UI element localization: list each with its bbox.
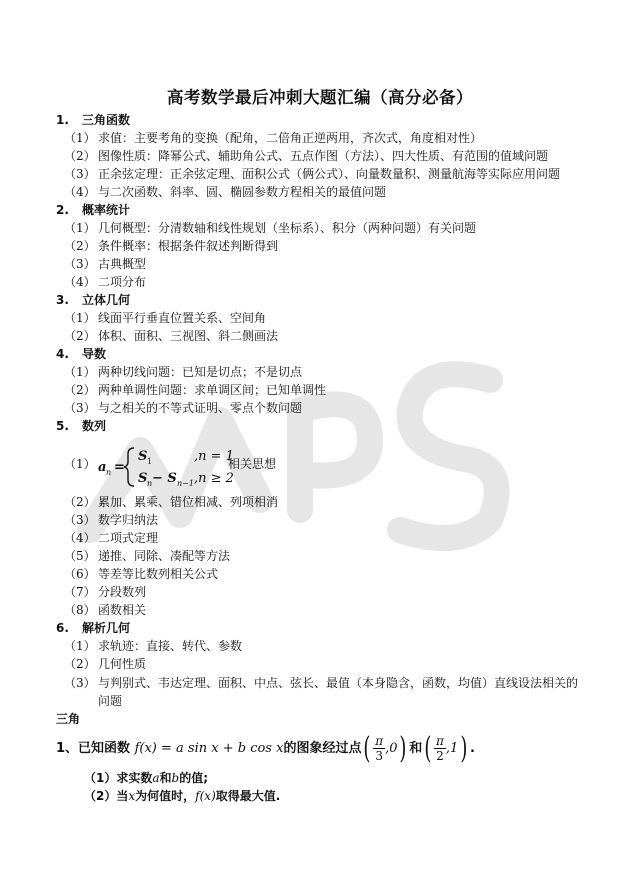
item-text: 古典概型 xyxy=(98,257,147,271)
page-title: 高考数学最后冲刺大题汇编（高分必备） xyxy=(167,88,473,107)
case2-sub2: n−1 xyxy=(177,479,194,488)
sub-question-text: 求实数 xyxy=(116,771,153,785)
section-title: 解析几何 xyxy=(82,621,131,635)
item-text: 两种切线问题：已知是切点；不是切点 xyxy=(98,365,303,379)
item-number: （2） xyxy=(64,149,96,163)
section-title: 三角函数 xyxy=(82,113,131,127)
fraction-denominator: 3 xyxy=(375,749,383,763)
item-text: 几何性质 xyxy=(98,657,147,671)
question-mid: 的图象经过点 xyxy=(283,741,362,756)
item-text: 二项式定理 xyxy=(98,531,159,545)
item-number: （2） xyxy=(64,657,96,671)
sub-question-text: 为何值时， xyxy=(135,789,196,803)
section-number: 5. xyxy=(56,419,69,433)
question-number: 1、 xyxy=(56,741,79,756)
question-end: . xyxy=(469,741,475,756)
list-item xyxy=(64,238,278,254)
case1-cond: ,n = 1 xyxy=(194,449,234,464)
list-item xyxy=(64,184,386,200)
question-and: 和 xyxy=(409,741,423,756)
item-number: （3） xyxy=(64,257,96,271)
section-heading-trig-functions xyxy=(56,112,130,128)
case2-cond: ,n ≥ 2 xyxy=(194,471,234,486)
item-number: （3） xyxy=(64,676,96,690)
list-item xyxy=(64,382,326,398)
section-heading-analytic-geometry xyxy=(56,620,130,636)
formula-note xyxy=(228,456,276,472)
section-heading-solid-geometry xyxy=(56,292,130,308)
sub-question-text: 的值; xyxy=(179,771,209,785)
paren-close: ) xyxy=(399,730,407,766)
section-number: 2. xyxy=(56,203,69,217)
list-item xyxy=(64,548,230,564)
fraction-numerator: π xyxy=(435,734,444,748)
variable-a: a xyxy=(152,771,160,785)
variable-x: x xyxy=(128,789,136,803)
point2-fraction xyxy=(434,734,446,763)
sub-question-2 xyxy=(84,788,280,804)
item-number: （3） xyxy=(64,167,96,181)
sub-question-text: 和 xyxy=(159,771,172,785)
section-heading-derivatives xyxy=(56,346,106,362)
item-number: （3） xyxy=(64,513,96,527)
list-item-continuation: 问题 xyxy=(98,694,123,708)
item-number: （3） xyxy=(64,401,96,415)
list-item xyxy=(64,310,266,326)
item-number: （8） xyxy=(64,603,96,617)
list-item xyxy=(64,364,302,380)
item-number: （1） xyxy=(64,311,96,325)
list-item xyxy=(64,130,482,146)
item-number: （1） xyxy=(64,221,96,235)
sub-question-text: 当 xyxy=(116,789,129,803)
list-item xyxy=(64,566,218,582)
heading-trig: 三角 xyxy=(56,712,81,726)
item-text: 正余弦定理：正余弦定理、面积公式（俩公式）、向量数量积、测量航海等实际应用问题 xyxy=(98,167,561,181)
item-text: 递推、同除、凑配等方法 xyxy=(98,549,231,563)
item-text: 求轨迹：直接、转代、参数 xyxy=(98,639,243,653)
item-text: 几何概型：分清数轴和线性规划（坐标系）、积分（两种问题）有关问题 xyxy=(98,221,477,235)
item-text: 体积、面积、三视图、斜二侧画法 xyxy=(98,329,279,343)
section-title: 导数 xyxy=(82,347,107,361)
list-item xyxy=(64,220,476,236)
paren-close: ) xyxy=(460,730,468,766)
fraction-numerator: π xyxy=(375,734,384,748)
item-text: 函数相关 xyxy=(98,603,147,617)
item-text: 条件概率：根据条件叙述判断得到 xyxy=(98,239,279,253)
case1-sub: 1 xyxy=(147,457,153,466)
section-heading-sequences xyxy=(56,418,106,434)
item-number: （6） xyxy=(64,567,96,581)
point1-y: ,0 xyxy=(385,741,398,756)
item-text: 相关思想 xyxy=(228,457,277,471)
list-item xyxy=(64,638,242,654)
item-number: （1） xyxy=(64,639,96,653)
paren-open: ( xyxy=(363,730,371,766)
item-number: （2） xyxy=(64,495,96,509)
item-text: 求值：主要考角的变换（配角，二倍角正逆两用，齐次式，角度相对性） xyxy=(98,131,483,145)
list-item xyxy=(64,530,158,546)
item-text: 与之相关的不等式证明、零点个数问题 xyxy=(98,401,303,415)
section-number: 6. xyxy=(56,621,69,635)
variable-b: b xyxy=(171,771,180,785)
item-number: （4） xyxy=(64,185,96,199)
list-item xyxy=(64,328,278,344)
sub-question-number: （1） xyxy=(84,771,117,785)
point1-fraction xyxy=(373,734,385,763)
question-function: f(x) = a sin x + b cos x xyxy=(134,741,284,756)
section-number: 4. xyxy=(56,347,69,361)
item-text: 分段数列 xyxy=(98,585,147,599)
item-number: （1） xyxy=(64,457,96,471)
list-item xyxy=(64,494,278,510)
sub-question-text: 取得最大值. xyxy=(215,789,281,803)
item-text: 与二次函数、斜率、圆、椭圆参数方程相关的最值问题 xyxy=(98,185,387,199)
item-text: 累加、累乘、错位相减、列项相消 xyxy=(98,495,279,509)
case2-expr: S xyxy=(138,471,148,486)
item-number: （7） xyxy=(64,585,96,599)
list-item xyxy=(64,512,158,528)
point2-y: ,1 xyxy=(445,741,459,756)
section-title: 数列 xyxy=(82,419,107,433)
list-item xyxy=(64,256,146,272)
case2-minus: − S xyxy=(152,471,177,486)
list-item xyxy=(64,166,560,182)
item-number: （5） xyxy=(64,549,96,563)
list-item xyxy=(64,148,548,164)
list-item xyxy=(64,656,146,672)
formula-lhs: a xyxy=(98,460,107,475)
paren-open: ( xyxy=(424,730,432,766)
fraction-denominator: 2 xyxy=(436,749,444,763)
function-fx: f(x) xyxy=(195,789,216,803)
list-item xyxy=(64,274,146,290)
item-text: 二项分布 xyxy=(98,275,147,289)
case2-sub: n xyxy=(147,479,153,488)
left-brace xyxy=(124,448,134,486)
item-text: 数学归纳法 xyxy=(98,513,159,527)
item-number: （1） xyxy=(64,131,96,145)
item-number: （2） xyxy=(64,329,96,343)
item-number: （4） xyxy=(64,275,96,289)
sub-question-number: （2） xyxy=(84,789,117,803)
list-item xyxy=(64,584,146,600)
item-text: 图像性质：降幂公式、辅助角公式、五点作图（方法）、四大性质、有范围的值域问题 xyxy=(98,149,549,163)
svg-text:=: = xyxy=(114,460,125,475)
item-text: 与判别式、韦达定理、面积、中点、弦长、最值（本身隐含，函数，均值）直线设法相关的 xyxy=(98,676,579,690)
section-number: 1. xyxy=(56,113,69,127)
item-text: 等差等比数列相关公式 xyxy=(98,567,219,581)
question-1 xyxy=(56,729,475,769)
item-number: （4） xyxy=(64,531,96,545)
question-pre: 已知函数 xyxy=(78,741,131,756)
item-number: （2） xyxy=(64,239,96,253)
list-item xyxy=(64,400,302,416)
item-number: （2） xyxy=(64,383,96,397)
section-heading-probability xyxy=(56,202,130,218)
section-title: 立体几何 xyxy=(82,293,131,307)
item-text: 线面平行垂直位置关系、空间角 xyxy=(98,311,267,325)
list-item xyxy=(64,675,578,691)
item-text: 两种单调性问题：求单调区间；已知单调性 xyxy=(98,383,327,397)
section-number: 3. xyxy=(56,293,69,307)
case1-expr: S xyxy=(138,449,148,464)
list-item xyxy=(64,602,146,618)
section-title: 概率统计 xyxy=(82,203,131,217)
formula-lhs-sub: n xyxy=(106,468,112,477)
item-number: （1） xyxy=(64,365,96,379)
sub-question-1 xyxy=(84,770,208,786)
list-item xyxy=(64,456,98,472)
